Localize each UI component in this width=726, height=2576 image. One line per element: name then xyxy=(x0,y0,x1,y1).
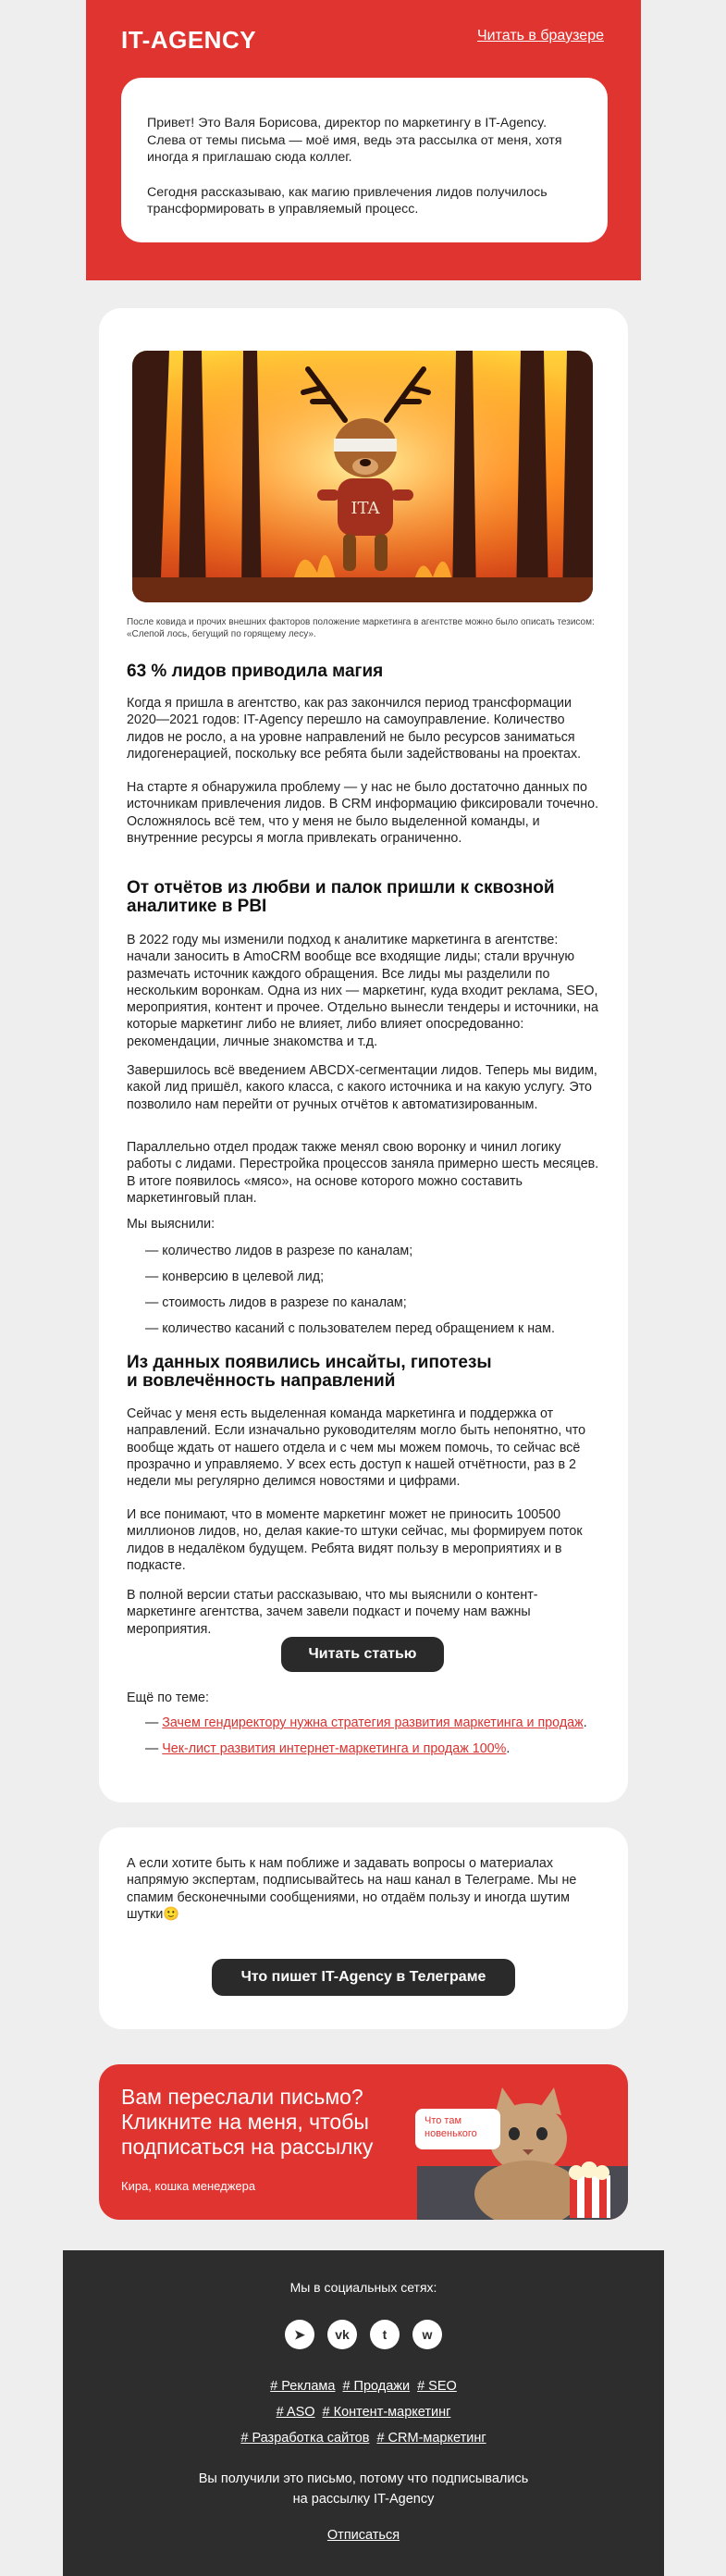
paragraph xyxy=(127,1406,600,1490)
tag-link[interactable]: # CRM-маркетинг xyxy=(376,2431,486,2446)
intro-card xyxy=(121,78,608,242)
tag-link[interactable]: # SEO xyxy=(417,2379,457,2394)
paragraph xyxy=(127,1855,600,1923)
paragraph xyxy=(127,1216,600,1232)
article-card xyxy=(99,308,628,1802)
speech-bubble: Что там новенького xyxy=(415,2109,500,2149)
vk-icon[interactable]: vk xyxy=(327,2320,357,2349)
list-item: — количество касаний с пользователем перед обращением к нам. xyxy=(145,1321,555,1336)
list-item: — стоимость лидов в разрезе по каналам; xyxy=(145,1295,407,1310)
intro-text: Привет! Это Валя Борисова, директор по маркетингу в IT-Agency. Слева от темы письма — моё имя, ведь эта рассылка от меня, хотя иногда я приглашаю сюда коллег. xyxy=(147,116,562,165)
section-heading: 63 % лидов приводила магия xyxy=(127,662,384,681)
telegram-button[interactable]: Что пишет IT-Agency в Телеграме xyxy=(212,1959,515,1996)
read-in-browser-link[interactable]: Читать в браузере xyxy=(477,28,604,43)
subscription-note xyxy=(63,2469,664,2509)
hero-shirt-label: ITA xyxy=(351,499,380,518)
paragraph xyxy=(127,779,600,847)
related-link[interactable]: Зачем гендиректору нужна стратегия развития маркетинга и продаж xyxy=(162,1715,584,1730)
hero-illustration xyxy=(132,351,593,602)
paragraph-text: Параллельно отдел продаж также менял свою воронку и чинил логику работы с лидами. Перестройка процессов заняла примерно шесть месяцев. В итоге появилось «мясо», на основе которого можно составить маркетинговый план. xyxy=(127,1140,599,1206)
footer xyxy=(63,2250,664,2576)
tags xyxy=(63,2373,664,2451)
hero-image[interactable] xyxy=(132,351,593,602)
list-item xyxy=(145,1715,608,1740)
dash: — xyxy=(145,1741,163,1756)
paragraph-text: И все понимают, что в моменте маркетинг может не приносить 100500 миллионов лидов, но, делая какие-то штуки сейчас, мы формируем поток лидов в недалёком будущем. Ребята видят пользу в мероприятиях и в подкасте. xyxy=(127,1507,583,1573)
paragraph-text: Ещё по теме: xyxy=(127,1690,209,1705)
section-heading: Из данных появились инсайты, гипотезы и вовлечённость направлений xyxy=(127,1353,492,1391)
related-links xyxy=(145,1715,608,1766)
paragraph-text: Когда я пришла в агентство, как раз закончился период трансформации 2020—2021 годов: IT-Agency перешло на самоуправление. Количество лидов не росло, а на уровне направлений не было ресурсов заниматься лидогенерацией, поскольку все ребята были задействованы на проектах. xyxy=(127,696,582,762)
section-heading: От отчётов из любви и палок пришли к сквозной аналитике в PBI xyxy=(127,878,555,916)
tag-link[interactable]: # Продажи xyxy=(342,2379,411,2394)
social-label: Мы в социальных сетях: xyxy=(289,2280,437,2295)
related-link[interactable]: Чек-лист развития интернет-маркетинга и продаж 100% xyxy=(162,1741,507,1756)
telegram-icon[interactable]: ➤ xyxy=(285,2320,314,2349)
header xyxy=(86,0,641,280)
paragraph xyxy=(127,1587,600,1638)
intro-text: Сегодня рассказываю, как магию привлечения лидов получилось трансформировать в управляемый процесс. xyxy=(147,184,548,217)
cat-illustration xyxy=(417,2083,628,2220)
note-line: на рассылку IT-Agency xyxy=(292,2492,435,2507)
vc-icon[interactable]: w xyxy=(412,2320,442,2349)
findings-list xyxy=(145,1243,589,1346)
twitter-icon[interactable]: t xyxy=(370,2320,400,2349)
dot: . xyxy=(583,1715,587,1730)
paragraph-text: В полной версии статьи рассказываю, что мы выяснили о контент-маркетинге агентства, зачем завели подкаст и почему нам важны мероприятия. xyxy=(127,1588,538,1637)
banner-title: Вам переслали письмо? Кликните на меня, чтобы подписаться на рассылку xyxy=(121,2085,374,2159)
paragraph-text: Сейчас у меня есть выделенная команда маркетинга и поддержка от направлений. Если изначально руководителям могло быть непонятно, что вообще ждать от нашего отдела и с чем мы можем помочь, то сейчас всё прозрачно и управляемо. У всех есть доступ к нашей отчётности, раз в 2 недели мы регулярно делимся новостями и цифрами. xyxy=(127,1406,586,1490)
more-label xyxy=(127,1690,600,1706)
list-item: — количество лидов в разрезе по каналам; xyxy=(145,1244,413,1258)
tag-link[interactable]: # ASO xyxy=(276,2405,315,2420)
list-item xyxy=(145,1740,608,1766)
tag-link[interactable]: # Реклама xyxy=(270,2379,336,2394)
paragraph xyxy=(127,932,600,1050)
unsubscribe-link[interactable]: Отписаться xyxy=(326,2528,400,2543)
banner-subtitle: Кира, кошка менеджера xyxy=(121,2179,256,2193)
dot: . xyxy=(506,1741,511,1756)
paragraph-text: На старте я обнаружила проблему — у нас не было достаточно данных по источникам привлечения лидов. В CRM информацию фиксировали точечно. Осложнялось всё тем, что у меня не было выделенной команды, и внутренние ресурсы я могла привлекать ограниченно. xyxy=(127,780,599,846)
image-caption: После ковида и прочих внешних факторов положение маркетинга в агентстве можно было описать тезисом: «Слепой лось, бегущий по горящему лесу». xyxy=(127,617,595,639)
telegram-card xyxy=(99,1827,628,2029)
paragraph xyxy=(127,1139,600,1207)
tag-link[interactable]: # Разработка сайтов xyxy=(240,2431,370,2446)
paragraph-text: А если хотите быть к нам поближе и задавать вопросы о материалах напрямую экспертам, подписывайтесь на наш канал в Телеграме. Мы не спамим бесконечными сообщениями, но отдаём пользу и иногда шутим шутки🙂 xyxy=(127,1856,577,1922)
tag-link[interactable]: # Контент-маркетинг xyxy=(322,2405,451,2420)
note-line: Вы получили это письмо, потому что подписывались xyxy=(198,2471,529,2486)
read-article-button[interactable]: Читать статью xyxy=(281,1637,444,1672)
subscribe-banner[interactable] xyxy=(99,2064,628,2220)
paragraph-text: Завершилось всё введением ABCDX-сегментации лидов. Теперь мы видим, какой лид пришёл, какого класса, с какого источника и на какую услугу. Это позволило нам перейти от ручных отчётов к автоматизированным. xyxy=(127,1063,597,1112)
paragraph xyxy=(127,695,600,762)
paragraph-text: В 2022 году мы изменили подход к аналитике маркетинга в агентстве: начали заносить в AmoCRM вообще все входящие лиды; стали вручную размечать источник каждого обращения. Все лиды мы разделили по нескольким воронкам. Одна из них — маркетинг, куда входит реклама, SEO, мероприятия, контент и прочее. Отдельно вынесли тендеры и источники, на которые маркетинг либо не влияет, либо влияет опосредованно: рекомендации, личные знакомства и т.д. xyxy=(127,933,598,1049)
paragraph-text: Мы выяснили: xyxy=(127,1217,215,1232)
paragraph xyxy=(127,1062,600,1113)
logo[interactable]: IT-AGENCY xyxy=(121,26,257,54)
social-icons xyxy=(63,2320,664,2349)
list-item: — конверсию в целевой лид; xyxy=(145,1269,325,1284)
dash: — xyxy=(145,1715,163,1730)
paragraph xyxy=(127,1506,600,1574)
